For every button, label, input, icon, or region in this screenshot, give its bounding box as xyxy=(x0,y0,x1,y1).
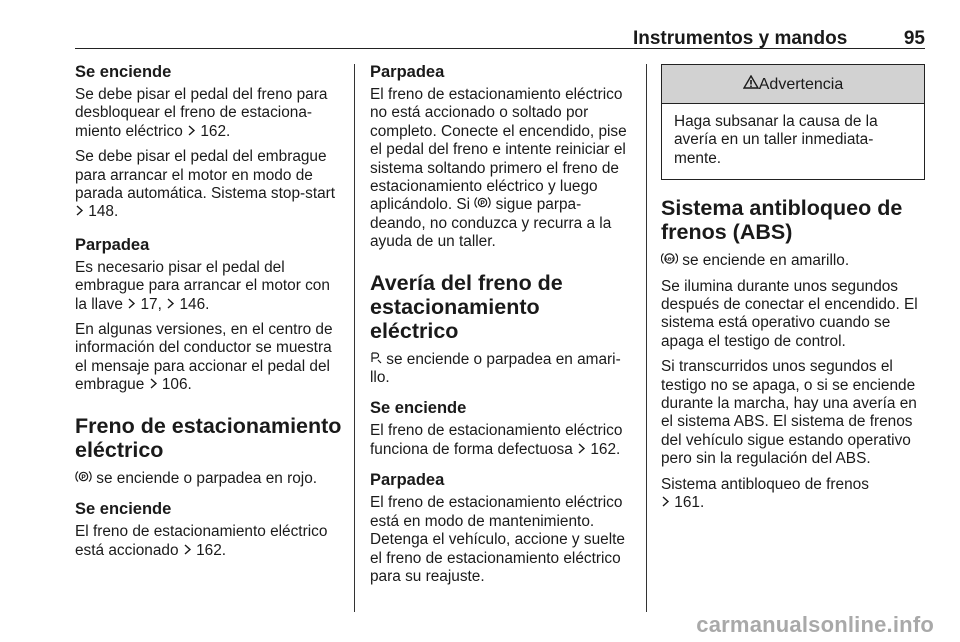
svg-text:P: P xyxy=(480,200,486,208)
paragraph: El freno de estacionamiento eléctrico está accionado 162. xyxy=(75,523,328,559)
parking-brake-fault-icon xyxy=(370,351,382,369)
paragraph: El freno de estacionamiento eléctrico funciona de forma defectuosa 162. xyxy=(370,422,623,458)
svg-text:P: P xyxy=(81,473,86,481)
header-rule xyxy=(75,48,925,49)
abs-icon xyxy=(661,252,678,270)
ref-arrow-icon xyxy=(127,296,136,314)
paragraph: Sistema antibloqueo de frenos 161. xyxy=(661,475,869,512)
page-number: 95 xyxy=(903,28,925,49)
warning-header xyxy=(662,65,924,104)
page-header xyxy=(75,28,925,50)
ref-arrow-icon xyxy=(75,203,84,221)
ref-arrow-icon xyxy=(577,441,586,459)
parking-brake-icon xyxy=(474,196,491,214)
ref-arrow-icon xyxy=(166,296,175,314)
header-title: Instrumentos y mandos xyxy=(632,28,848,49)
section-title: Freno de estacionamiento eléctrico xyxy=(75,413,342,462)
page-link[interactable]: 162. xyxy=(196,541,227,559)
paragraph: ABS se enciende en amarillo. xyxy=(661,252,925,270)
page-link[interactable]: 162. xyxy=(200,122,231,140)
section-title: Avería del freno de estacionamiento eléctrico xyxy=(370,270,563,343)
ref-arrow-icon xyxy=(187,123,196,141)
paragraph: Se debe pisar el pedal del freno para desbloquear el freno de estaciona-miento eléctrico 162. xyxy=(75,86,328,140)
warning-title: Advertencia xyxy=(758,76,844,93)
column-2 xyxy=(370,62,632,593)
heading-se-enciende: Se enciende xyxy=(75,500,172,519)
warning-box xyxy=(661,64,925,180)
svg-text:ABS: ABS xyxy=(664,257,675,263)
page-link[interactable]: 106. xyxy=(161,376,192,394)
paragraph: En algunas versiones, en el centro de información del conductor se muestra el mensaje para accionar el pedal del embrague 106. xyxy=(75,321,333,394)
parking-brake-icon xyxy=(75,470,92,488)
paragraph: Es necesario pisar el pedal del embrague para arrancar el motor con la llave 17, 146. xyxy=(75,258,330,313)
ref-arrow-icon xyxy=(149,376,158,394)
paragraph: P se enciende o parpadea en rojo. xyxy=(75,470,342,488)
paragraph: se enciende o parpadea en amari-llo. xyxy=(370,350,621,387)
page-link[interactable]: 146. xyxy=(179,295,210,313)
page-link[interactable]: 161. xyxy=(674,494,705,512)
column-1 xyxy=(75,62,342,567)
page-link[interactable]: 17, xyxy=(140,295,162,313)
heading-parpadea: Parpadea xyxy=(370,471,445,490)
page-link[interactable]: 148. xyxy=(88,203,119,221)
paragraph: Se ilumina durante unos segundos después de conectar el encendido. El sistema está operativo cuando se apaga el testigo de control. xyxy=(661,277,918,350)
paragraph: El freno de estacionamiento eléctrico está en modo de mantenimiento. Detenga el vehículo, accione y suelte el freno de estacionamiento eléctrico para su reajuste. xyxy=(370,494,625,585)
paragraph: Si transcurridos unos segundos el testigo no se apaga, o si se enciende durante la marcha, hay una avería en el sistema ABS. El sistema de frenos del vehículo sigue estando operativo pero sin la regulación del ABS. xyxy=(661,358,917,468)
heading-parpadea: Parpadea xyxy=(75,235,150,254)
heading-se-enciende: Se enciende xyxy=(75,63,172,81)
column-divider xyxy=(646,64,647,612)
page-link[interactable]: 162. xyxy=(590,440,621,458)
ref-arrow-icon xyxy=(183,542,192,560)
ref-arrow-icon xyxy=(661,494,670,512)
paragraph: El freno de estacionamiento eléctrico no está accionado o soltado por completo. Conecte el encendido, pise el pedal del freno e intente reiniciar el sistema soltando primero el freno de estacionamiento eléctrico y luego aplicándolo. Si P sigue parpa-deando, no conduzca y recurra a la ayuda de un taller. xyxy=(370,86,627,251)
warning-triangle-icon xyxy=(743,75,759,95)
section-title: Sistema antibloqueo de frenos (ABS) xyxy=(661,196,903,245)
column-3 xyxy=(661,62,925,520)
heading-se-enciende: Se enciende xyxy=(370,399,467,418)
column-divider xyxy=(354,64,355,612)
warning-text: Haga subsanar la causa de la avería en un taller inmediata-mente. xyxy=(674,113,878,167)
watermark: carmanualsonline.info xyxy=(696,612,934,637)
heading-parpadea: Parpadea xyxy=(370,63,445,81)
paragraph: Se debe pisar el pedal del embrague para arrancar el motor en modo de parada automática. Sistema stop-start 148. xyxy=(75,148,336,221)
